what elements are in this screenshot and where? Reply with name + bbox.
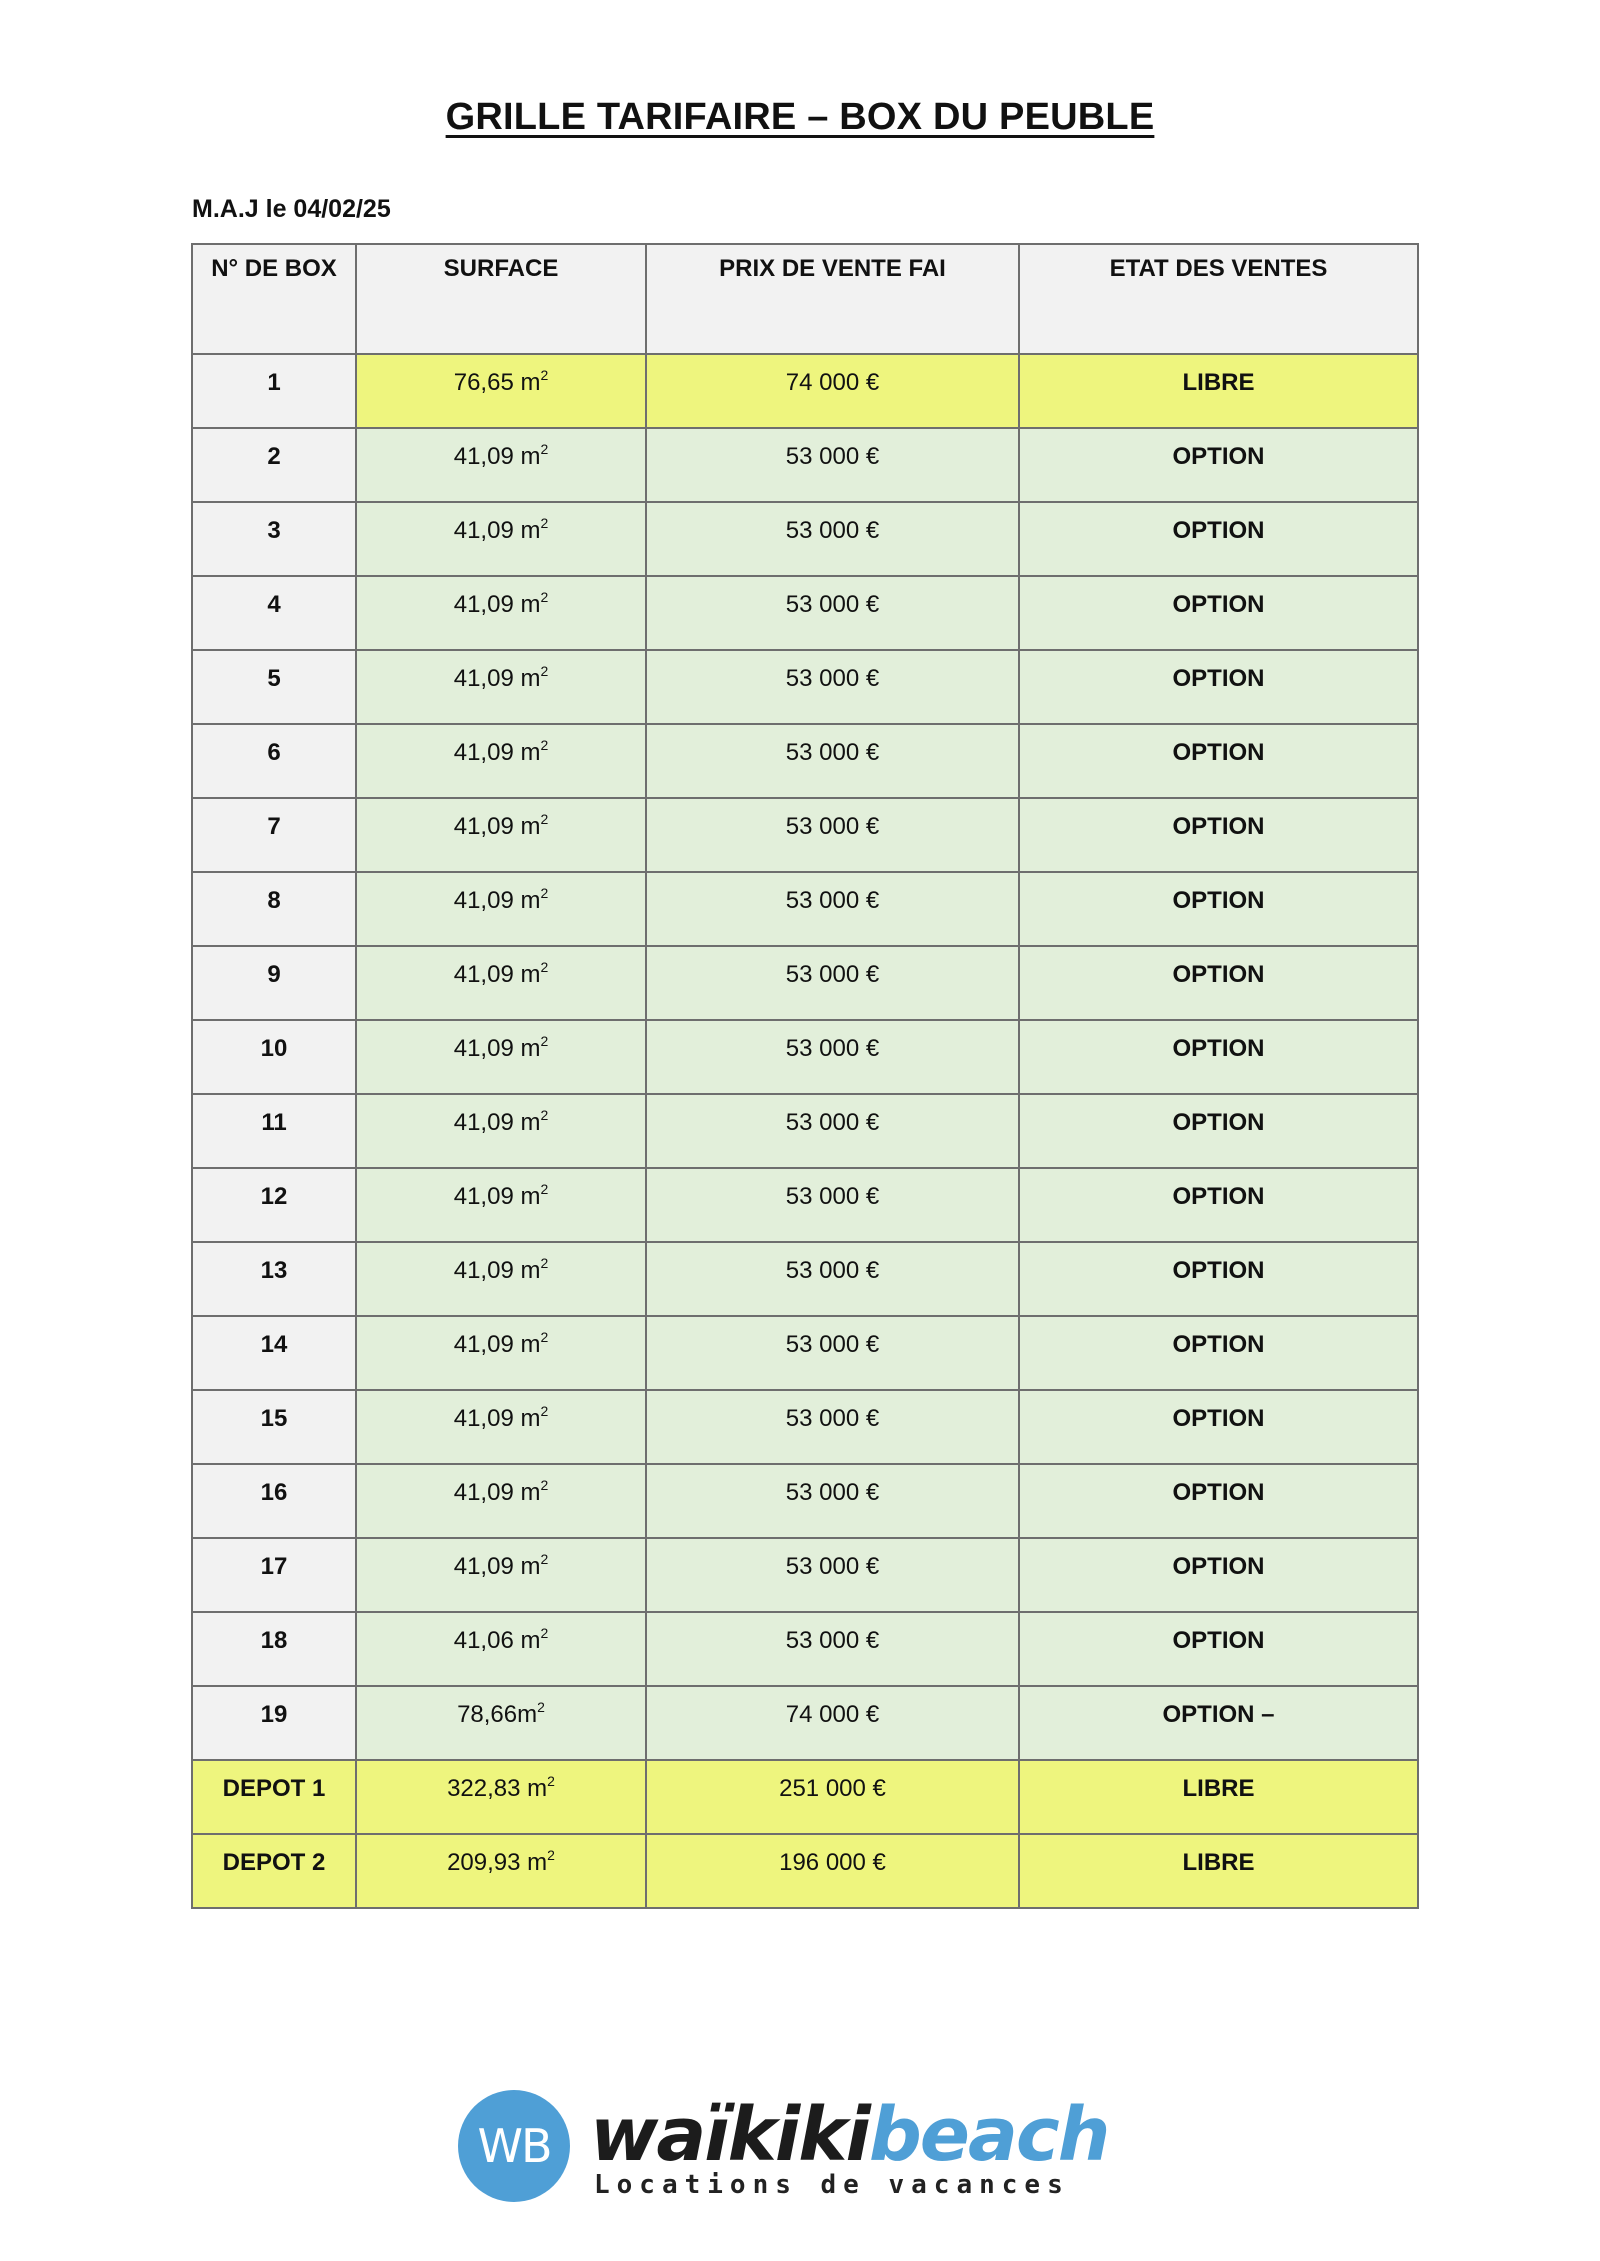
surface-cell: [356, 1390, 646, 1464]
surface-unit-exponent: 2: [540, 515, 549, 531]
surface-value: 41,09 m: [453, 517, 541, 544]
box-number-cell: 12: [192, 1168, 356, 1242]
table-row: [192, 798, 1418, 872]
box-number-cell: 14: [192, 1316, 356, 1390]
table-row: [192, 428, 1418, 502]
logo-wordmark: [590, 2092, 1108, 2178]
price-cell: 53 000 €: [646, 576, 1019, 650]
table-row: [192, 502, 1418, 576]
sales-state-cell: OPTION: [1019, 502, 1418, 576]
surface-unit-exponent: 2: [540, 959, 549, 975]
table-row: [192, 1686, 1418, 1760]
surface-cell: [356, 1612, 646, 1686]
price-cell: 53 000 €: [646, 1538, 1019, 1612]
price-cell: 53 000 €: [646, 428, 1019, 502]
logo-tagline: Locations de vacances: [594, 2170, 1070, 2200]
surface-cell: [356, 1686, 646, 1760]
surface-unit-exponent: 2: [540, 885, 549, 901]
surface-value: 41,09 m: [453, 1479, 541, 1506]
price-cell: 251 000 €: [646, 1760, 1019, 1834]
surface-value: 76,65 m: [453, 369, 541, 396]
table-row: [192, 1464, 1418, 1538]
header-box-number: N° DE BOX: [192, 244, 356, 354]
surface-value: 41,09 m: [453, 665, 541, 692]
box-number-cell: 10: [192, 1020, 356, 1094]
sales-state-cell: LIBRE: [1019, 1760, 1418, 1834]
surface-cell: [356, 1760, 646, 1834]
surface-unit-exponent: 2: [537, 1699, 545, 1715]
price-cell: 53 000 €: [646, 502, 1019, 576]
table-row: [192, 354, 1418, 428]
surface-cell: [356, 1464, 646, 1538]
surface-cell: [356, 576, 646, 650]
sales-state-cell: OPTION: [1019, 1464, 1418, 1538]
table-row: [192, 1168, 1418, 1242]
box-number-cell: 8: [192, 872, 356, 946]
box-number-cell: 11: [192, 1094, 356, 1168]
surface-cell: [356, 428, 646, 502]
price-cell: 53 000 €: [646, 724, 1019, 798]
surface-unit-exponent: 2: [540, 663, 549, 679]
box-number-cell: 5: [192, 650, 356, 724]
brand-logo: [458, 2082, 1109, 2212]
surface-value: 41,09 m: [453, 1405, 541, 1432]
box-number-cell: 13: [192, 1242, 356, 1316]
box-number-cell: 7: [192, 798, 356, 872]
table-row: [192, 650, 1418, 724]
surface-value: 41,09 m: [453, 1331, 541, 1358]
table-row: [192, 1242, 1418, 1316]
table-row: [192, 1612, 1418, 1686]
box-number-cell: 18: [192, 1612, 356, 1686]
surface-unit-exponent: 2: [540, 1033, 549, 1049]
surface-cell: [356, 1242, 646, 1316]
surface-cell: [356, 1538, 646, 1612]
surface-cell: [356, 946, 646, 1020]
price-cell: 53 000 €: [646, 946, 1019, 1020]
price-cell: 53 000 €: [646, 1390, 1019, 1464]
table-row: [192, 1760, 1418, 1834]
price-cell: 53 000 €: [646, 1094, 1019, 1168]
logo-badge-icon: WB: [458, 2090, 570, 2202]
sales-state-cell: LIBRE: [1019, 354, 1418, 428]
price-cell: 53 000 €: [646, 872, 1019, 946]
surface-unit-exponent: 2: [540, 589, 549, 605]
surface-unit-exponent: 2: [540, 1625, 549, 1641]
header-surface: SURFACE: [356, 244, 646, 354]
price-cell: 53 000 €: [646, 1464, 1019, 1538]
surface-cell: [356, 1834, 646, 1908]
surface-value: 41,09 m: [453, 1035, 541, 1062]
price-cell: 53 000 €: [646, 1168, 1019, 1242]
surface-value: 41,09 m: [453, 1183, 541, 1210]
price-cell: 53 000 €: [646, 798, 1019, 872]
table-row: [192, 1390, 1418, 1464]
surface-value: 41,09 m: [453, 813, 541, 840]
table-row: [192, 576, 1418, 650]
surface-value: 41,09 m: [453, 1109, 541, 1136]
sales-state-cell: OPTION: [1019, 1612, 1418, 1686]
header-price: PRIX DE VENTE FAI: [646, 244, 1019, 354]
surface-value: 41,09 m: [453, 443, 541, 470]
logo-name-part1: waïkiki: [590, 2092, 869, 2178]
sales-state-cell: OPTION: [1019, 1316, 1418, 1390]
box-number-cell: 3: [192, 502, 356, 576]
surface-unit-exponent: 2: [547, 1847, 555, 1863]
surface-unit-exponent: 2: [540, 1329, 549, 1345]
surface-unit-exponent: 2: [540, 737, 549, 753]
surface-value: 41,09 m: [453, 961, 541, 988]
surface-cell: [356, 1020, 646, 1094]
box-number-cell: 6: [192, 724, 356, 798]
price-cell: 53 000 €: [646, 1316, 1019, 1390]
price-grid-table: [191, 243, 1419, 1909]
box-number-cell: 15: [192, 1390, 356, 1464]
update-date: M.A.J le 04/02/25: [192, 195, 391, 223]
sales-state-cell: OPTION: [1019, 1390, 1418, 1464]
header-sales-state: ETAT DES VENTES: [1019, 244, 1418, 354]
table-row: [192, 872, 1418, 946]
sales-state-cell: OPTION: [1019, 1538, 1418, 1612]
table-row: [192, 1094, 1418, 1168]
sales-state-cell: OPTION: [1019, 1020, 1418, 1094]
surface-value: 78,66m: [457, 1701, 538, 1728]
sales-state-cell: OPTION: [1019, 872, 1418, 946]
surface-cell: [356, 798, 646, 872]
surface-unit-exponent: 2: [540, 1551, 549, 1567]
surface-cell: [356, 724, 646, 798]
table-row: [192, 1020, 1418, 1094]
box-number-cell: 2: [192, 428, 356, 502]
sales-state-cell: OPTION: [1019, 1168, 1418, 1242]
surface-value: 41,06 m: [453, 1627, 541, 1654]
sales-state-cell: OPTION: [1019, 650, 1418, 724]
sales-state-cell: LIBRE: [1019, 1834, 1418, 1908]
surface-cell: [356, 1094, 646, 1168]
box-number-cell: 1: [192, 354, 356, 428]
surface-unit-exponent: 2: [540, 1181, 549, 1197]
price-cell: 53 000 €: [646, 1612, 1019, 1686]
surface-cell: [356, 872, 646, 946]
box-number-cell: 16: [192, 1464, 356, 1538]
box-number-cell: 19: [192, 1686, 356, 1760]
sales-state-cell: OPTION: [1019, 576, 1418, 650]
surface-value: 322,83 m: [447, 1775, 548, 1802]
surface-unit-exponent: 2: [540, 1255, 549, 1271]
surface-unit-exponent: 2: [540, 1107, 549, 1123]
surface-unit-exponent: 2: [540, 441, 549, 457]
sales-state-cell: OPTION: [1019, 428, 1418, 502]
surface-unit-exponent: 2: [540, 367, 549, 383]
page-title: GRILLE TARIFAIRE – BOX DU PEUBLE: [445, 96, 1155, 138]
surface-unit-exponent: 2: [547, 1773, 555, 1789]
surface-value: 41,09 m: [453, 591, 541, 618]
logo-name-part2: beach: [868, 2092, 1109, 2178]
box-number-cell: DEPOT 2: [192, 1834, 356, 1908]
surface-cell: [356, 502, 646, 576]
box-number-cell: 17: [192, 1538, 356, 1612]
surface-cell: [356, 1168, 646, 1242]
surface-cell: [356, 1316, 646, 1390]
price-cell: 196 000 €: [646, 1834, 1019, 1908]
table-row: [192, 1538, 1418, 1612]
price-cell: 74 000 €: [646, 354, 1019, 428]
sales-state-cell: OPTION: [1019, 1094, 1418, 1168]
price-cell: 53 000 €: [646, 1242, 1019, 1316]
sales-state-cell: OPTION –: [1019, 1686, 1418, 1760]
table-row: [192, 1834, 1418, 1908]
price-cell: 53 000 €: [646, 1020, 1019, 1094]
table-header-row: [192, 244, 1418, 354]
sales-state-cell: OPTION: [1019, 724, 1418, 798]
price-cell: 74 000 €: [646, 1686, 1019, 1760]
table-body: [192, 354, 1418, 1908]
surface-unit-exponent: 2: [540, 811, 549, 827]
sales-state-cell: OPTION: [1019, 798, 1418, 872]
surface-value: 41,09 m: [453, 1257, 541, 1284]
surface-unit-exponent: 2: [540, 1403, 549, 1419]
surface-value: 209,93 m: [447, 1849, 548, 1876]
price-cell: 53 000 €: [646, 650, 1019, 724]
surface-value: 41,09 m: [453, 1553, 541, 1580]
box-number-cell: 4: [192, 576, 356, 650]
sales-state-cell: OPTION: [1019, 946, 1418, 1020]
sales-state-cell: OPTION: [1019, 1242, 1418, 1316]
surface-value: 41,09 m: [453, 887, 541, 914]
surface-value: 41,09 m: [453, 739, 541, 766]
table-row: [192, 724, 1418, 798]
box-number-cell: 9: [192, 946, 356, 1020]
surface-unit-exponent: 2: [540, 1477, 549, 1493]
table-row: [192, 946, 1418, 1020]
surface-cell: [356, 650, 646, 724]
surface-cell: [356, 354, 646, 428]
box-number-cell: DEPOT 1: [192, 1760, 356, 1834]
table-row: [192, 1316, 1418, 1390]
